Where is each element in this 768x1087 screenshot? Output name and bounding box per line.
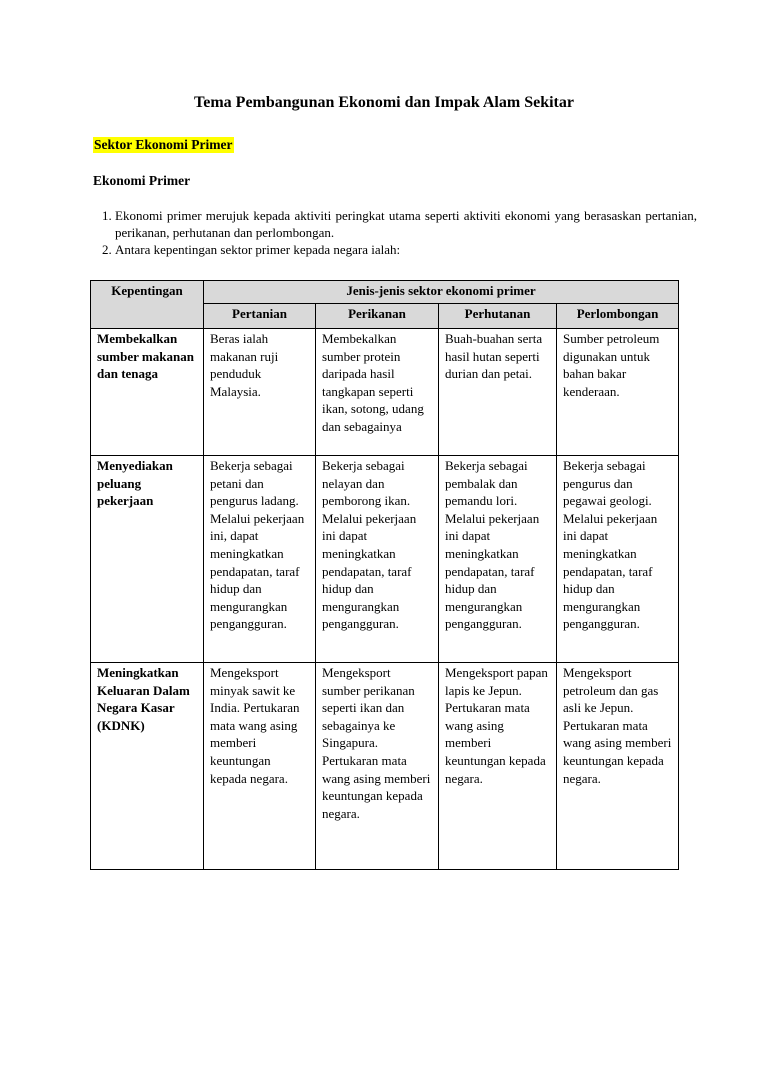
table-row [91,329,679,456]
column-header: Perlombongan [557,304,679,329]
table-row [91,663,679,870]
table-cell: Bekerja sebagai pembalak dan pemandu lori. Melalui pekerjaan ini dapat meningkatkan pendapatan, taraf hidup dan mengurangkan pengangguran. [439,456,557,663]
table-cell: Beras ialah makanan ruji penduduk Malaysia. [204,329,316,456]
table-cell: Mengeksport minyak sawit ke India. Pertukaran mata wang asing memberi keuntungan kepada negara. [204,663,316,870]
header-kepentingan: Kepentingan [91,281,204,329]
row-label: Menyediakan peluang pekerjaan [91,456,204,663]
row-label: Membekalkan sumber makanan dan tenaga [91,329,204,456]
table-cell: Bekerja sebagai nelayan dan pemborong ikan. Melalui pekerjaan ini dapat meningkatkan pendapatan, taraf hidup dan mengurangkan pengangguran. [316,456,439,663]
table-cell: Mengeksport sumber perikanan seperti ikan dan sebagainya ke Singapura. Pertukaran mata wang asing memberi keuntungan kepada negara. [316,663,439,870]
subheading: Ekonomi Primer [93,173,191,188]
table-cell: Bekerja sebagai pengurus dan pegawai geologi. Melalui pekerjaan ini dapat meningkatkan pendapatan, taraf hidup dan mengurangkan pengangguran. [557,456,679,663]
page-title: Tema Pembangunan Ekonomi dan Impak Alam Sekitar [194,94,574,111]
column-header: Pertanian [204,304,316,329]
header-group: Jenis-jenis sektor ekonomi primer [204,281,679,304]
table-cell: Sumber petroleum digunakan untuk bahan bakar kenderaan. [557,329,679,456]
points-list [93,207,697,258]
sector-heading: Sektor Ekonomi Primer [94,137,233,152]
table-cell: Mengeksport petroleum dan gas asli ke Jepun. Pertukaran mata wang asing memberi keuntungan kepada negara. [557,663,679,870]
table-cell: Mengeksport papan lapis ke Jepun. Pertukaran mata wang asing memberi keuntungan kepada negara. [439,663,557,870]
table-cell: Buah-buahan serta hasil hutan seperti durian dan petai. [439,329,557,456]
column-header: Perhutanan [439,304,557,329]
table-cell: Bekerja sebagai petani dan pengurus ladang. Melalui pekerjaan ini, dapat meningkatkan pendapatan, taraf hidup dan mengurangkan pengangguran. [204,456,316,663]
row-label: Meningkatkan Keluaran Dalam Negara Kasar (KDNK) [91,663,204,870]
table-row [91,456,679,663]
table-cell: Membekalkan sumber protein daripada hasil tangkapan seperti ikan, sotong, udang dan sebagainya [316,329,439,456]
column-header: Perikanan [316,304,439,329]
list-item: 1. Ekonomi primer merujuk kepada aktiviti peringkat utama seperti aktiviti ekonomi yang berasaskan pertanian, perikanan, perhutanan dan perlombongan. [115,207,697,241]
sector-table [90,280,679,870]
list-item: 2. Antara kepentingan sektor primer kepada negara ialah: [115,241,697,258]
